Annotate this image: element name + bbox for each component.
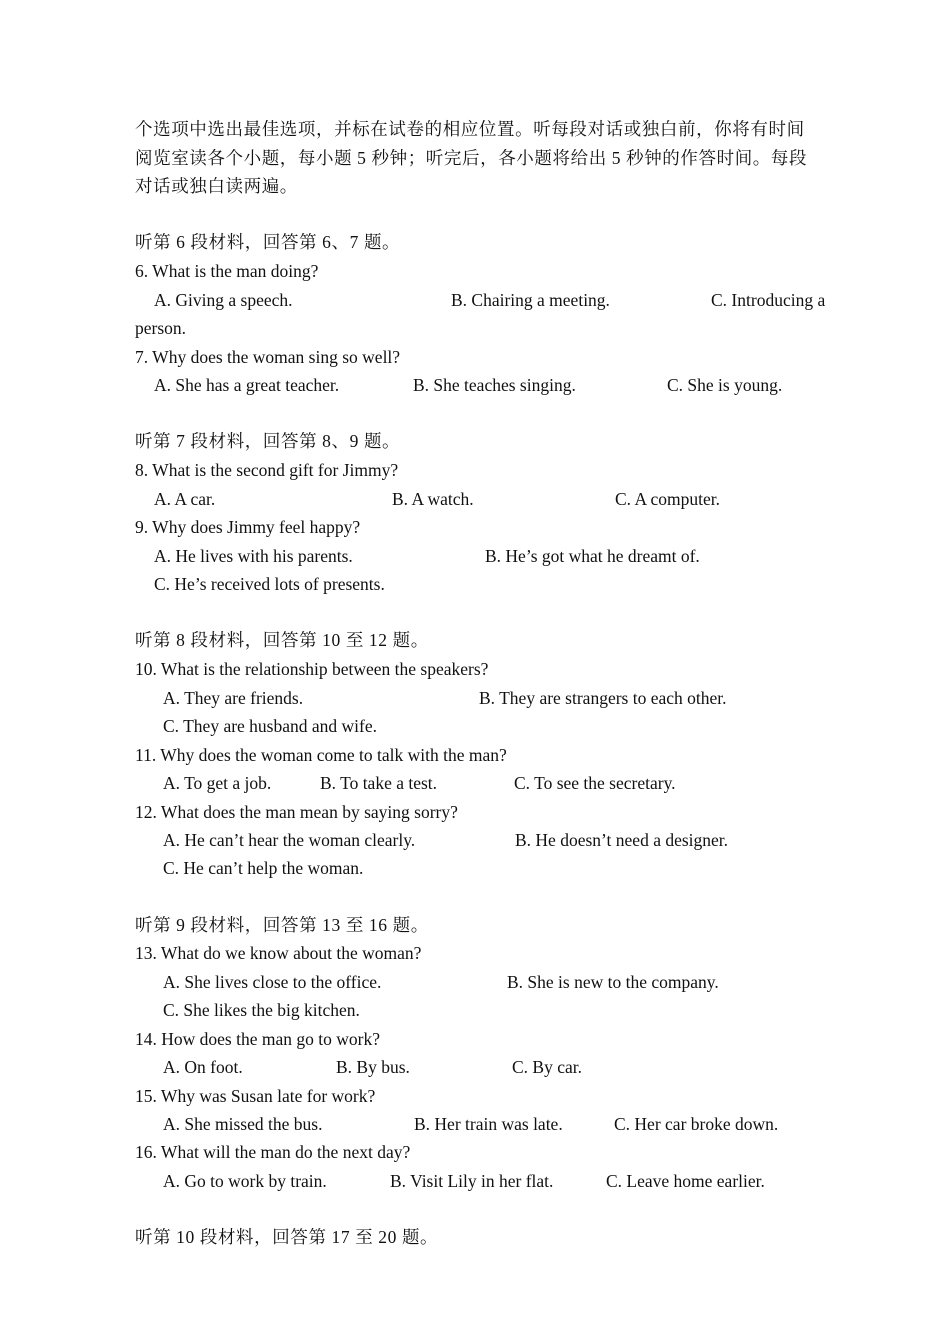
option-b: B. He’s got what he dreamt of.	[485, 546, 700, 566]
option-a: A. She lives close to the office.	[163, 972, 382, 992]
option-a: A. A car.	[154, 489, 216, 509]
option-b: B. A watch.	[392, 489, 474, 509]
option-c: C. She likes the big kitchen.	[163, 1000, 360, 1020]
section-header: 听第 10 段材料，回答第 17 至 20 题。	[135, 1227, 439, 1247]
option-c: C. By car.	[512, 1057, 582, 1077]
option-b: B. She is new to the company.	[507, 972, 719, 992]
intro-line: 个选项中选出最佳选项，并标在试卷的相应位置。听每段对话或独白前，你将有时间	[135, 119, 805, 139]
question-text: 7. Why does the woman sing so well?	[135, 347, 401, 367]
option-a: A. She missed the bus.	[163, 1114, 323, 1134]
question-text: 10. What is the relationship between the speakers?	[135, 659, 489, 679]
option-c: C. Introducing a	[711, 290, 826, 310]
option-b: B. Chairing a meeting.	[451, 290, 610, 310]
option-a: A. Go to work by train.	[163, 1171, 327, 1191]
option-c: C. Leave home earlier.	[606, 1171, 765, 1191]
section-header: 听第 6 段材料，回答第 6、7 题。	[135, 232, 401, 252]
question-text: 13. What do we know about the woman?	[135, 943, 422, 963]
option-a: A. To get a job.	[163, 773, 272, 793]
option-a: A. They are friends.	[163, 688, 304, 708]
question-text: 6. What is the man doing?	[135, 261, 319, 281]
option-wrap: person.	[135, 318, 187, 338]
intro-line: 阅览室读各个小题，每小题 5 秒钟；听完后，各小题将给出 5 秒钟的作答时间。每段	[135, 148, 808, 168]
question-text: 9. Why does Jimmy feel happy?	[135, 517, 361, 537]
option-b: B. Her train was late.	[414, 1114, 563, 1134]
section-header: 听第 7 段材料，回答第 8、9 题。	[135, 431, 401, 451]
intro-line: 对话或独白读两遍。	[135, 176, 298, 196]
option-c: C. Her car broke down.	[614, 1114, 779, 1134]
option-b: B. They are strangers to each other.	[479, 688, 727, 708]
option-c: C. He can’t help the woman.	[163, 858, 364, 878]
section-header: 听第 8 段材料，回答第 10 至 12 题。	[135, 630, 429, 650]
option-c: C. They are husband and wife.	[163, 716, 377, 736]
option-a: A. Giving a speech.	[154, 290, 293, 310]
option-b: B. By bus.	[336, 1057, 410, 1077]
option-b: B. She teaches singing.	[413, 375, 576, 395]
option-a: A. She has a great teacher.	[154, 375, 340, 395]
option-c: C. A computer.	[615, 489, 720, 509]
question-text: 11. Why does the woman come to talk with the man?	[135, 745, 507, 765]
option-b: B. He doesn’t need a designer.	[515, 830, 729, 850]
option-c: C. To see the secretary.	[514, 773, 676, 793]
option-a: A. He can’t hear the woman clearly.	[163, 830, 416, 850]
option-a: A. He lives with his parents.	[154, 546, 353, 566]
option-b: B. Visit Lily in her flat.	[390, 1171, 554, 1191]
option-c: C. He’s received lots of presents.	[154, 574, 385, 594]
question-text: 8. What is the second gift for Jimmy?	[135, 460, 399, 480]
question-text: 12. What does the man mean by saying sorry?	[135, 802, 458, 822]
section-header: 听第 9 段材料，回答第 13 至 16 题。	[135, 915, 429, 935]
question-text: 14. How does the man go to work?	[135, 1029, 380, 1049]
option-c: C. She is young.	[667, 375, 783, 395]
option-a: A. On foot.	[163, 1057, 243, 1077]
question-text: 15. Why was Susan late for work?	[135, 1086, 376, 1106]
option-b: B. To take a test.	[320, 773, 438, 793]
question-text: 16. What will the man do the next day?	[135, 1142, 411, 1162]
